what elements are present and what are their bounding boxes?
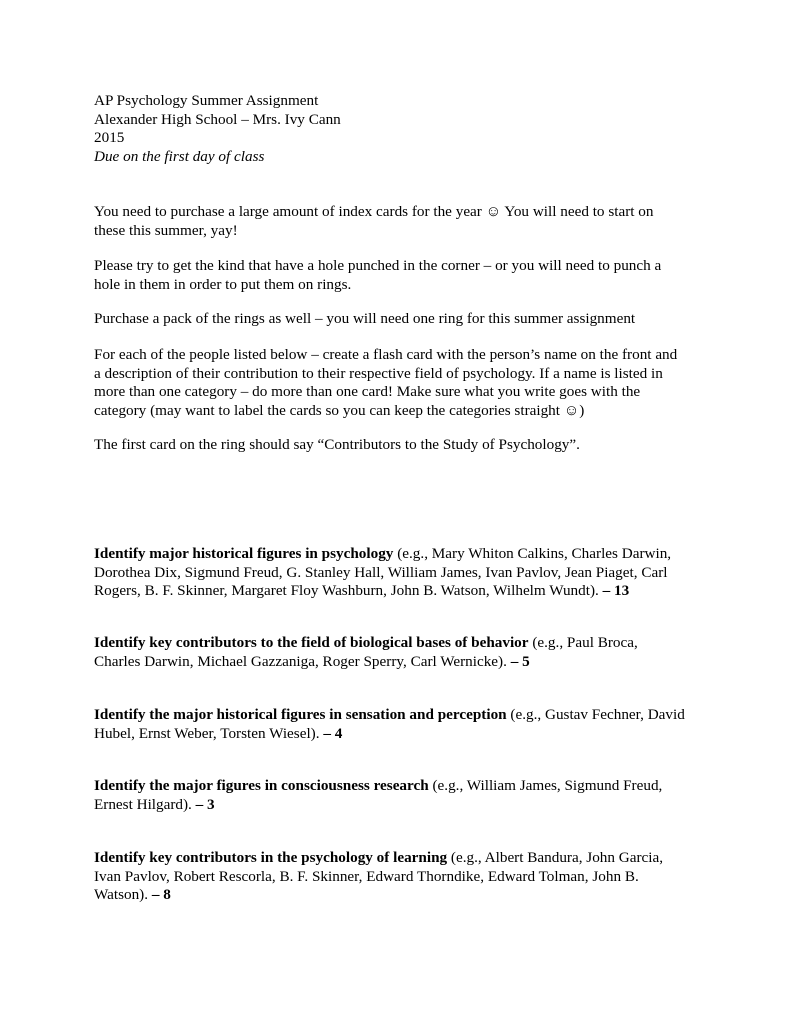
section-examples: (e.g., Gustav Fechner, David [506, 706, 685, 723]
section-examples: (e.g., Paul Broca, [528, 634, 638, 651]
due-date-line: Due on the first day of class [94, 147, 265, 165]
intro-text-line: a description of their contribution to their respective field of psychology. If a name is listed in [94, 364, 663, 382]
section-card-count: – 13 [598, 582, 630, 599]
intro-paragraph-index-cards [94, 203, 704, 240]
section-card-count: – 4 [319, 724, 343, 742]
section-line [94, 796, 704, 815]
section-line [94, 634, 704, 653]
section-heading: Identify major historical figures in psychology [94, 545, 394, 562]
section-line [94, 725, 704, 744]
section-card-count: – 8 [148, 886, 171, 903]
section-examples: (e.g., Mary Whiton Calkins, Charles Darwin, [393, 545, 672, 562]
section-line [94, 653, 704, 672]
section-examples: (e.g., William James, Sigmund Freud, [428, 777, 663, 794]
school-teacher-line: Alexander High School – Mrs. Ivy Cann [94, 110, 341, 128]
intro-text-line: hole in them in order to put them on rings. [94, 275, 352, 293]
section-historical-figures [94, 545, 704, 601]
intro-paragraph-instructions [94, 346, 704, 420]
section-line [94, 849, 704, 868]
section-examples: Dorothea Dix, Sigmund Freud, G. Stanley Hall, William James, Ivan Pavlov, Jean Piaget, Carl [94, 563, 668, 581]
section-line [94, 777, 704, 796]
year-line: 2015 [94, 129, 125, 146]
intro-text-line: these this summer, yay! [94, 221, 238, 239]
section-biological-bases [94, 634, 704, 671]
section-sensation-perception [94, 706, 704, 743]
section-card-count: – 3 [191, 795, 215, 813]
section-heading: Identify key contributors in the psychology of learning [94, 849, 448, 866]
intro-text-line: For each of the people listed below – create a flash card with the person’s name on the front and [94, 346, 678, 363]
intro-text-line: The first card on the ring should say “Contributors to the Study of Psychology”. [94, 436, 580, 453]
intro-paragraph-hole-punch [94, 257, 704, 294]
section-examples: Rogers, B. F. Skinner, Margaret Floy Washburn, John B. Watson, Wilhelm Wundt). [94, 582, 599, 599]
section-examples: Ivan Pavlov, Robert Rescorla, B. F. Skinner, Edward Thorndike, Edward Tolman, John B. [94, 867, 639, 885]
section-card-count: – 5 [506, 652, 530, 670]
intro-text-line: more than one category – do more than one card! Make sure what you write goes with the [94, 383, 641, 400]
section-examples: Watson). [94, 886, 149, 903]
section-line [94, 706, 704, 725]
document-header [94, 92, 704, 166]
section-heading: Identify the major figures in consciousness research [94, 777, 429, 794]
section-examples: (e.g., Albert Bandura, John Garcia, [447, 849, 664, 866]
section-examples: Ernest Hilgard). [94, 795, 192, 813]
intro-text-line: category (may want to label the cards so you can keep the categories straight ☺) [94, 401, 585, 419]
section-consciousness [94, 777, 704, 814]
document-title: AP Psychology Summer Assignment [94, 92, 319, 109]
intro-text-line: Purchase a pack of the rings as well – you will need one ring for this summer assignment [94, 310, 636, 327]
intro-text-line: Please try to get the kind that have a hole punched in the corner – or you will need to punch a [94, 257, 662, 274]
intro-paragraph-rings [94, 310, 704, 329]
section-heading: Identify key contributors to the field of biological bases of behavior [94, 634, 529, 651]
section-line [94, 545, 704, 564]
section-line [94, 886, 704, 905]
section-examples: Charles Darwin, Michael Gazzaniga, Roger Sperry, Carl Wernicke). [94, 652, 507, 670]
intro-text-line: You need to purchase a large amount of index cards for the year ☺ You will need to start on [94, 203, 654, 220]
section-line [94, 582, 704, 601]
section-heading: Identify the major historical figures in sensation and perception [94, 706, 507, 723]
intro-paragraph-first-card [94, 436, 704, 455]
section-learning [94, 849, 704, 905]
section-examples: Hubel, Ernst Weber, Torsten Wiesel). [94, 724, 320, 742]
